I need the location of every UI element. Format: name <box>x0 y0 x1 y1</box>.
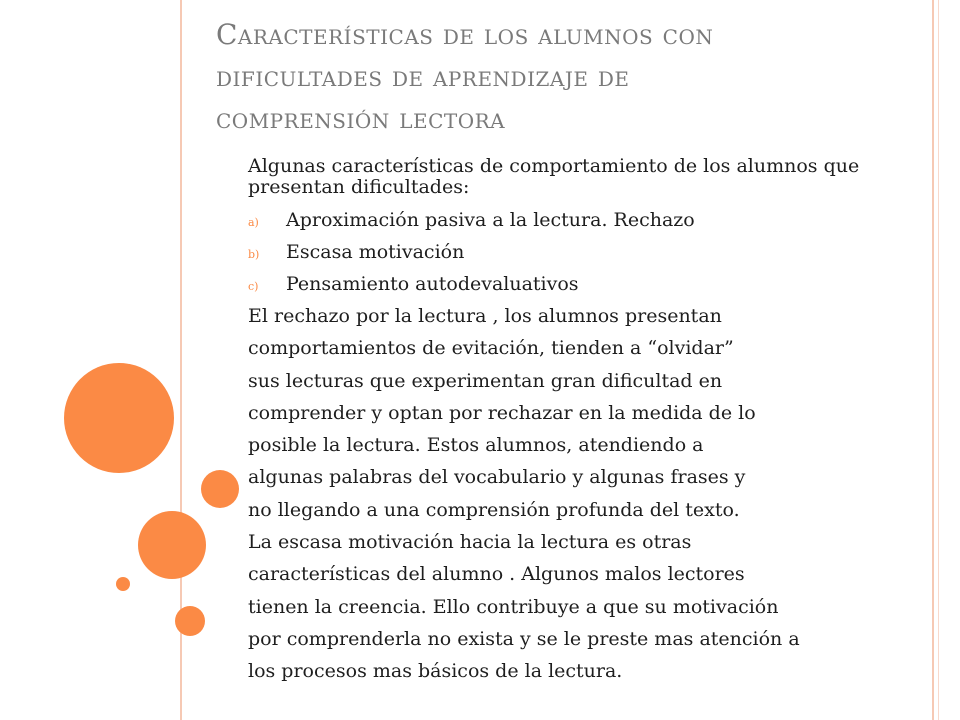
paragraph-line: algunas palabras del vocabulario y algunas frases y <box>248 466 746 489</box>
intro-text: Algunas características de comportamiento de los alumnos que presentan dificultades: <box>248 155 860 198</box>
paragraph-line: posible la lectura. Estos alumnos, atendiendo a <box>248 434 704 457</box>
paragraph-line: sus lecturas que experimentan gran dificultad en <box>248 369 723 392</box>
title-line: comprensión lectora <box>216 102 506 135</box>
body-paragraph <box>248 300 928 688</box>
right-divider-line-thin <box>938 0 939 720</box>
list-marker: b) <box>248 248 260 261</box>
paragraph-line: tienen la creencia. Ello contribuye a que su motivación <box>248 595 779 618</box>
right-divider-line <box>932 0 934 720</box>
list-item-text: Aproximación pasiva a la lectura. Rechazo <box>286 209 695 231</box>
large-circle-decoration <box>64 363 174 473</box>
paragraph-line: La escasa motivación hacia la lectura es otras <box>248 531 692 554</box>
medium-circle-decoration <box>201 470 239 508</box>
small-circle-decoration <box>175 606 205 636</box>
medium-circle-decoration <box>138 511 206 579</box>
list-marker: c) <box>248 280 259 293</box>
paragraph-line: los procesos mas básicos de la lectura. <box>248 660 623 683</box>
title-line: dificultades de aprendizaje de <box>216 60 630 93</box>
list-item-text: Escasa motivación <box>286 241 465 263</box>
paragraph-line: por comprenderla no exista y se le preste mas atención a <box>248 627 800 650</box>
paragraph-line: El rechazo por la lectura , los alumnos presentan <box>248 305 722 327</box>
slide-title <box>216 14 916 140</box>
list-item <box>248 268 928 300</box>
paragraph-line: comportamientos de evitación, tienden a “olvidar” <box>248 337 734 360</box>
title-line: Características de los alumnos con <box>216 18 714 51</box>
paragraph-line: características del alumno . Algunos malos lectores <box>248 563 745 586</box>
list-item <box>248 204 928 236</box>
paragraph-line: no llegando a una comprensión profunda del texto. <box>248 498 740 521</box>
slide-body <box>248 156 928 688</box>
paragraph-line: comprender y optan por rechazar en la medida de lo <box>248 401 756 424</box>
list-item-text: Pensamiento autodevaluativos <box>286 273 579 295</box>
list-marker: a) <box>248 216 259 229</box>
characteristics-list <box>248 204 928 300</box>
small-circle-decoration <box>116 577 130 591</box>
list-item <box>248 236 928 268</box>
